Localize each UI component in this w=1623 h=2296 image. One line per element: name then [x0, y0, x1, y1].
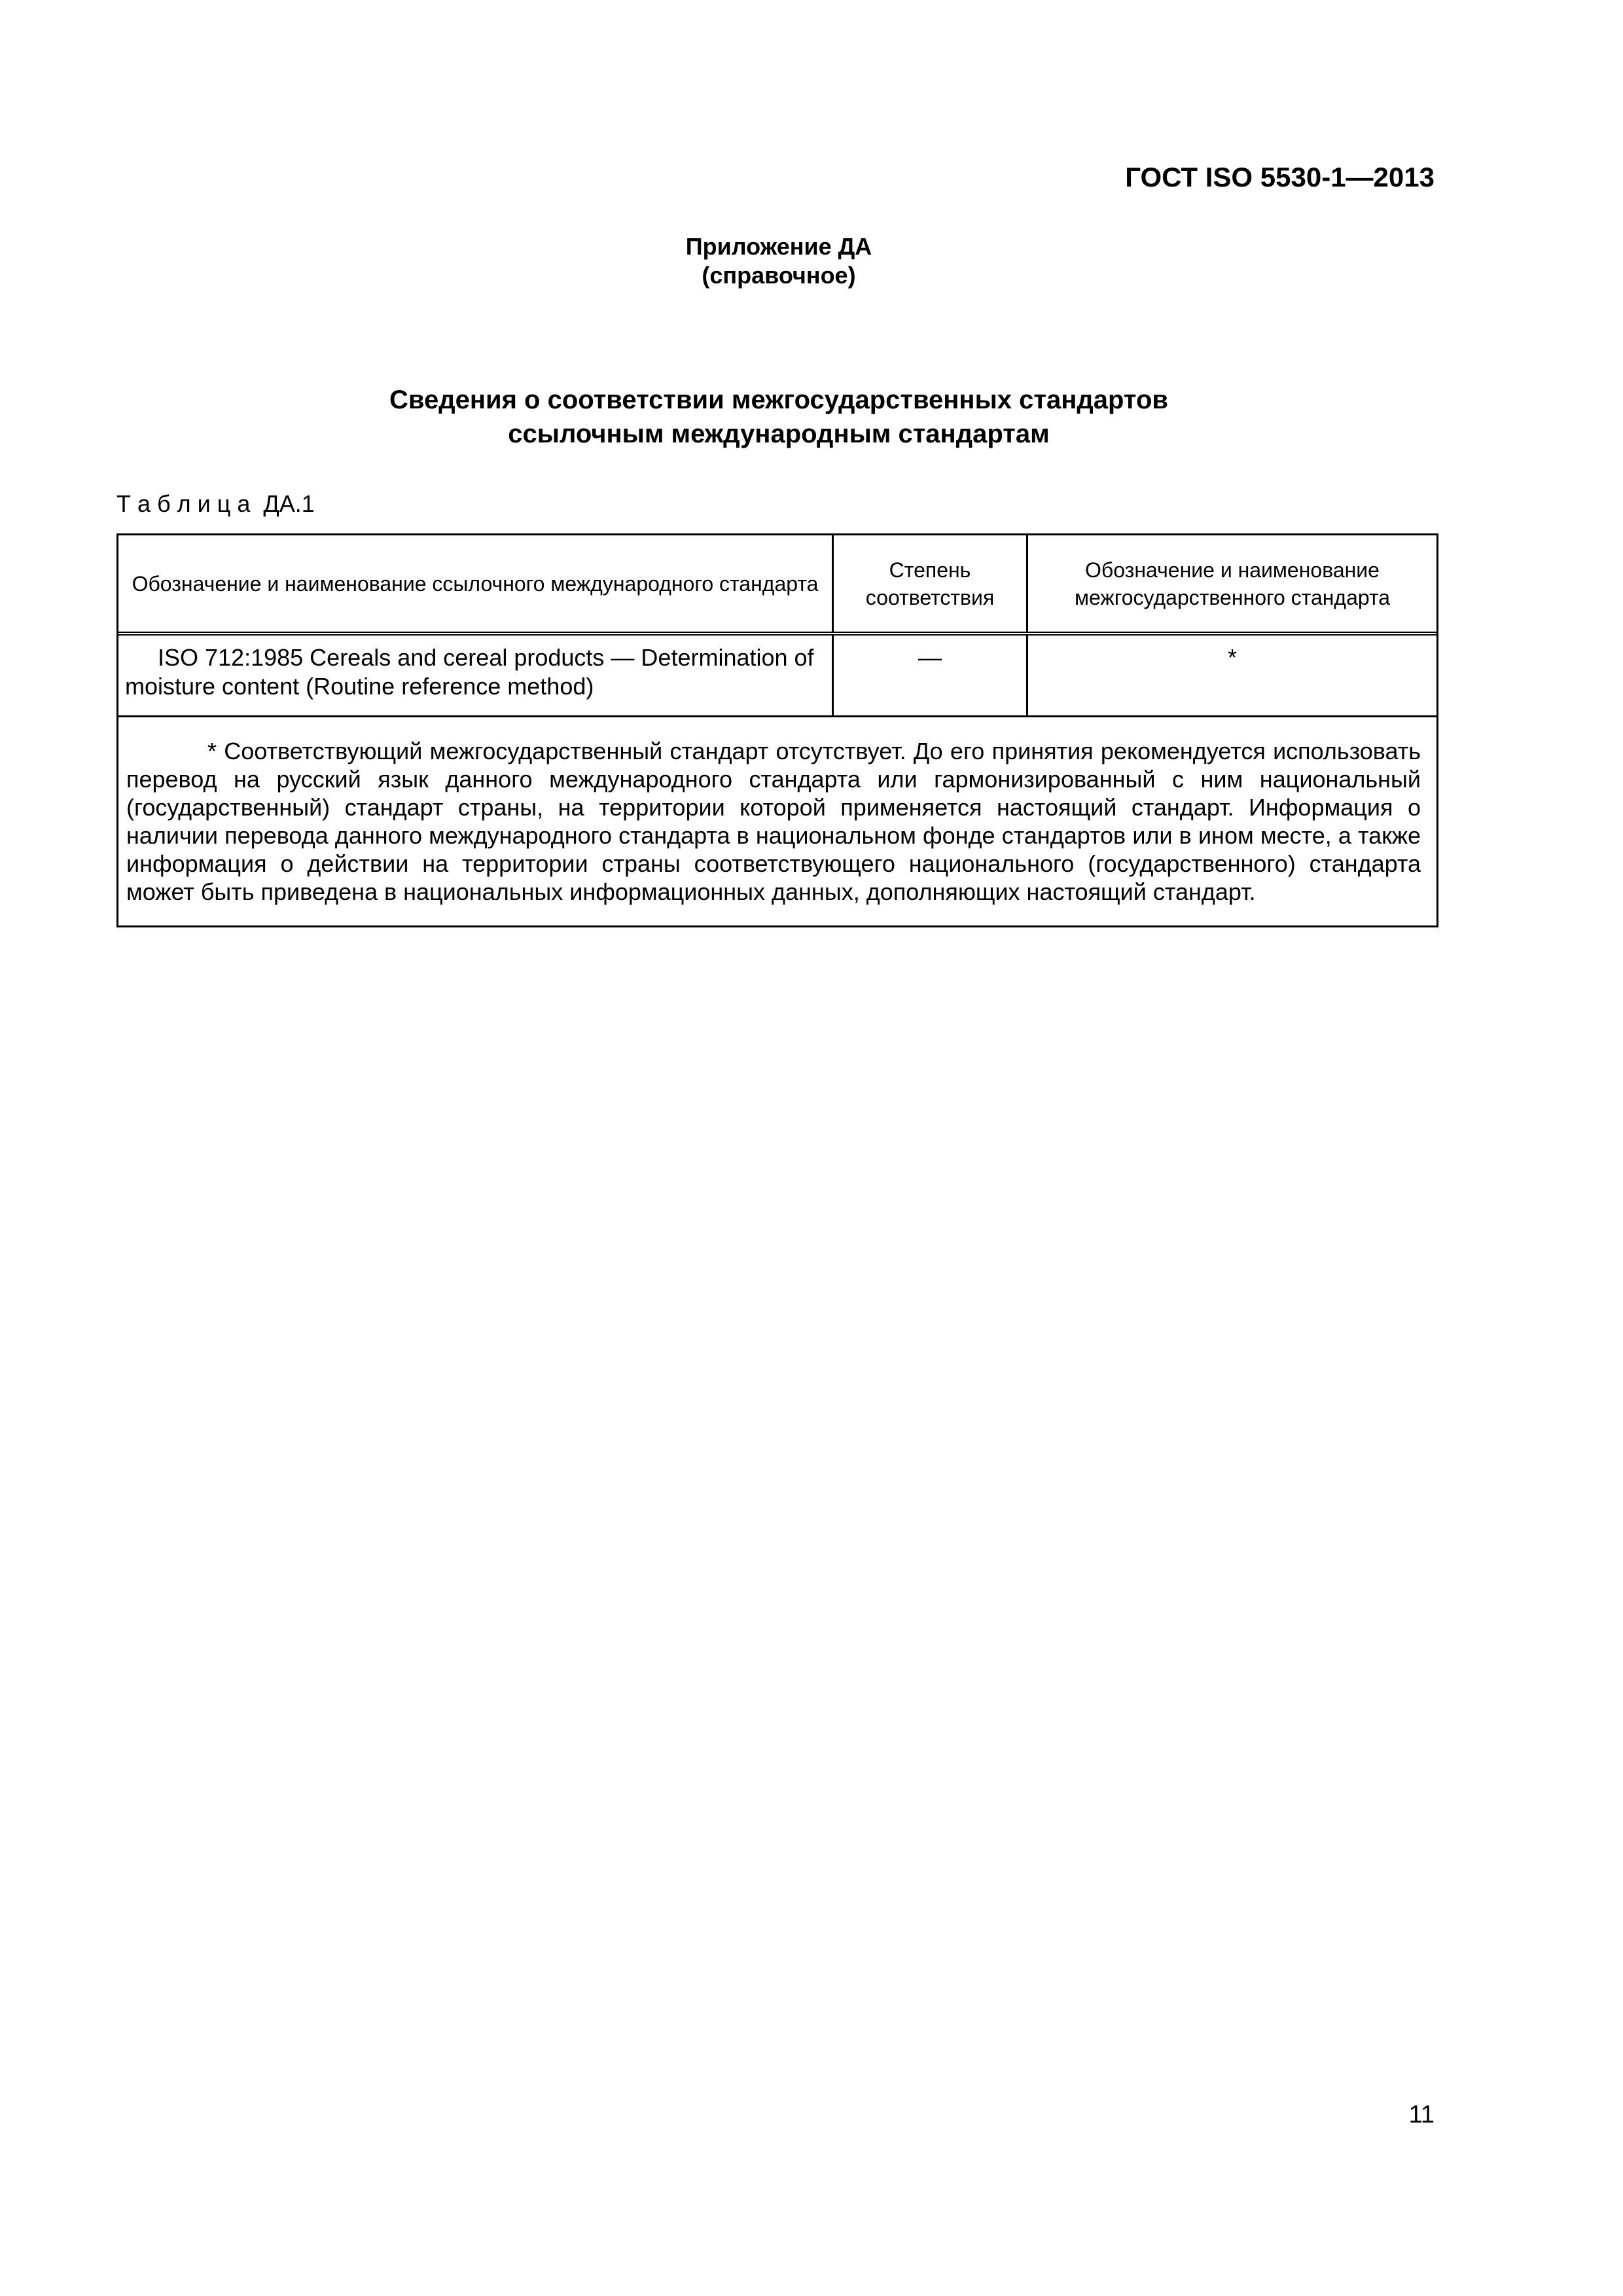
- header-degree: Степень соответствия: [834, 535, 1028, 632]
- annex-type: (справочное): [702, 262, 856, 289]
- header-interstate-standard: Обозначение и наименование межгосударственного стандарта: [1074, 558, 1391, 609]
- page-number: 11: [1408, 2101, 1435, 2128]
- title-line-1: Сведения о соответствии межгосударственных стандартов: [389, 386, 1168, 414]
- cell-international-standard: ISO 712:1985 Cereals and cereal products — Determination of moisture content (Routine reference method): [118, 636, 834, 715]
- cell-interstate-standard: *: [1227, 644, 1237, 671]
- table-header-row: [118, 535, 1436, 636]
- annex-title: Приложение ДА: [685, 233, 872, 260]
- table-footnote: * Соответствующий межгосударственный стандарт отсутствует. До его принятия рекомендуется использовать перевод на русский язык данного международного стандарта или гармонизированный с ним национальный (государственный) стандарт страны, на территории которой применяется настоящий стандарт. Информация о наличии перевода данного международного стандарта в национальном фонде стандартов или в ином месте, а также информация о действии на территории страны соответствующего национального (государственного) стандарта может быть приведена в национальных информационных данных, дополняющих настоящий стандарт.: [126, 738, 1421, 905]
- header-international-standard: Обозначение и наименование ссылочного международного стандарта: [118, 535, 834, 632]
- table-caption: Т а б л и ц а ДА.1: [116, 490, 315, 517]
- title-line-2: ссылочным международным стандартам: [508, 420, 1050, 448]
- annex-heading: [0, 232, 1558, 290]
- table-row: [118, 636, 1436, 717]
- cell-degree: —: [834, 636, 1028, 715]
- document-title: [0, 383, 1558, 451]
- standard-code: ГОСТ ISO 5530-1—2013: [1125, 162, 1435, 192]
- correspondence-table: [116, 533, 1438, 927]
